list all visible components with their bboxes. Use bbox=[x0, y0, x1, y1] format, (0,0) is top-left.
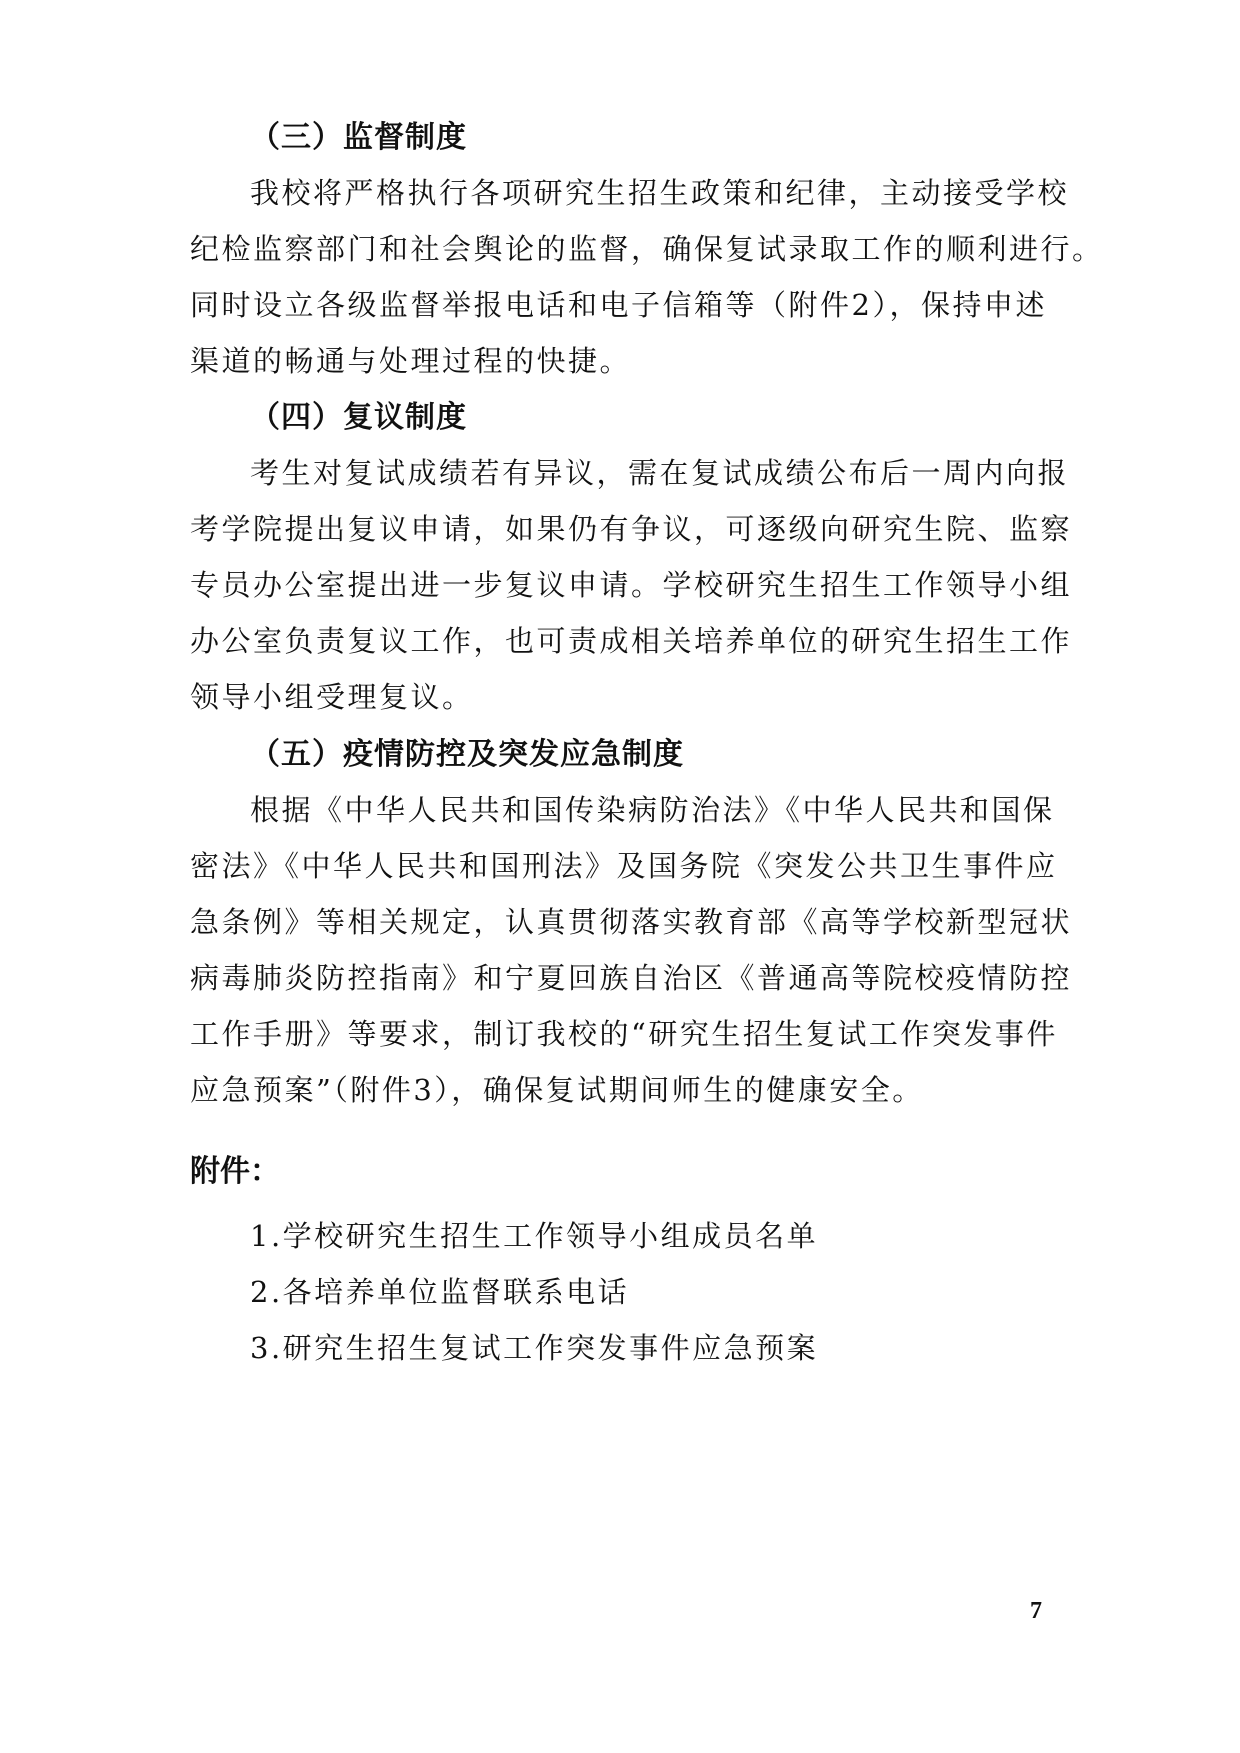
paragraph-line: 根据《中华人民共和国传染病防治法》《中华人民共和国保 bbox=[250, 793, 1055, 827]
attachment-item: 2.各培养单位监督联系电话 bbox=[250, 1275, 630, 1309]
attachments-title: 附件： bbox=[190, 1154, 280, 1189]
paragraph-line: 病毒肺炎防控指南》和宁夏回族自治区《普通高等院校疫情防控 bbox=[190, 961, 1073, 995]
paragraph-line: 渠道的畅通与处理过程的快捷。 bbox=[190, 344, 632, 378]
section-body-supervision bbox=[190, 165, 1104, 389]
paragraph-line: 专员办公室提出进一步复议申请。学校研究生招生工作领导小组 bbox=[190, 568, 1073, 602]
attachment-item: 3.研究生招生复试工作突发事件应急预案 bbox=[250, 1331, 819, 1365]
page-number: 7 bbox=[1030, 1598, 1042, 1624]
paragraph-line: 考学院提出复议申请，如果仍有争议，可逐级向研究生院、监察 bbox=[190, 512, 1073, 546]
attachments-list bbox=[250, 1208, 818, 1376]
section-heading-supervision: （三）监督制度 bbox=[250, 120, 467, 155]
paragraph-line: 领导小组受理复议。 bbox=[190, 680, 474, 714]
section-heading-review: （四）复议制度 bbox=[250, 400, 467, 435]
attachment-item: 1.学校研究生招生工作领导小组成员名单 bbox=[250, 1219, 819, 1253]
paragraph-line: 密法》《中华人民共和国刑法》及国务院《突发公共卫生事件应 bbox=[190, 849, 1058, 883]
section-body-epidemic bbox=[190, 782, 1073, 1118]
paragraph-line: 我校将严格执行各项研究生招生政策和纪律，主动接受学校 bbox=[250, 176, 1070, 210]
paragraph-line: 办公室负责复议工作，也可责成相关培养单位的研究生招生工作 bbox=[190, 624, 1073, 658]
paragraph-line: 急条例》等相关规定，认真贯彻落实教育部《高等学校新型冠状 bbox=[190, 905, 1073, 939]
paragraph-line: 考生对复试成绩若有异议，需在复试成绩公布后一周内向报 bbox=[250, 456, 1070, 490]
section-body-review bbox=[190, 445, 1073, 725]
paragraph-line: 同时设立各级监督举报电话和电子信箱等（附件2），保持申述 bbox=[190, 288, 1047, 322]
section-heading-epidemic: （五）疫情防控及突发应急制度 bbox=[250, 737, 684, 772]
paragraph-line: 工作手册》等要求，制订我校的“研究生招生复试工作突发事件 bbox=[190, 1017, 1058, 1051]
paragraph-line: 应急预案”（附件3），确保复试期间师生的健康安全。 bbox=[190, 1073, 924, 1107]
paragraph-line: 纪检监察部门和社会舆论的监督，确保复试录取工作的顺利进行。 bbox=[190, 232, 1104, 266]
